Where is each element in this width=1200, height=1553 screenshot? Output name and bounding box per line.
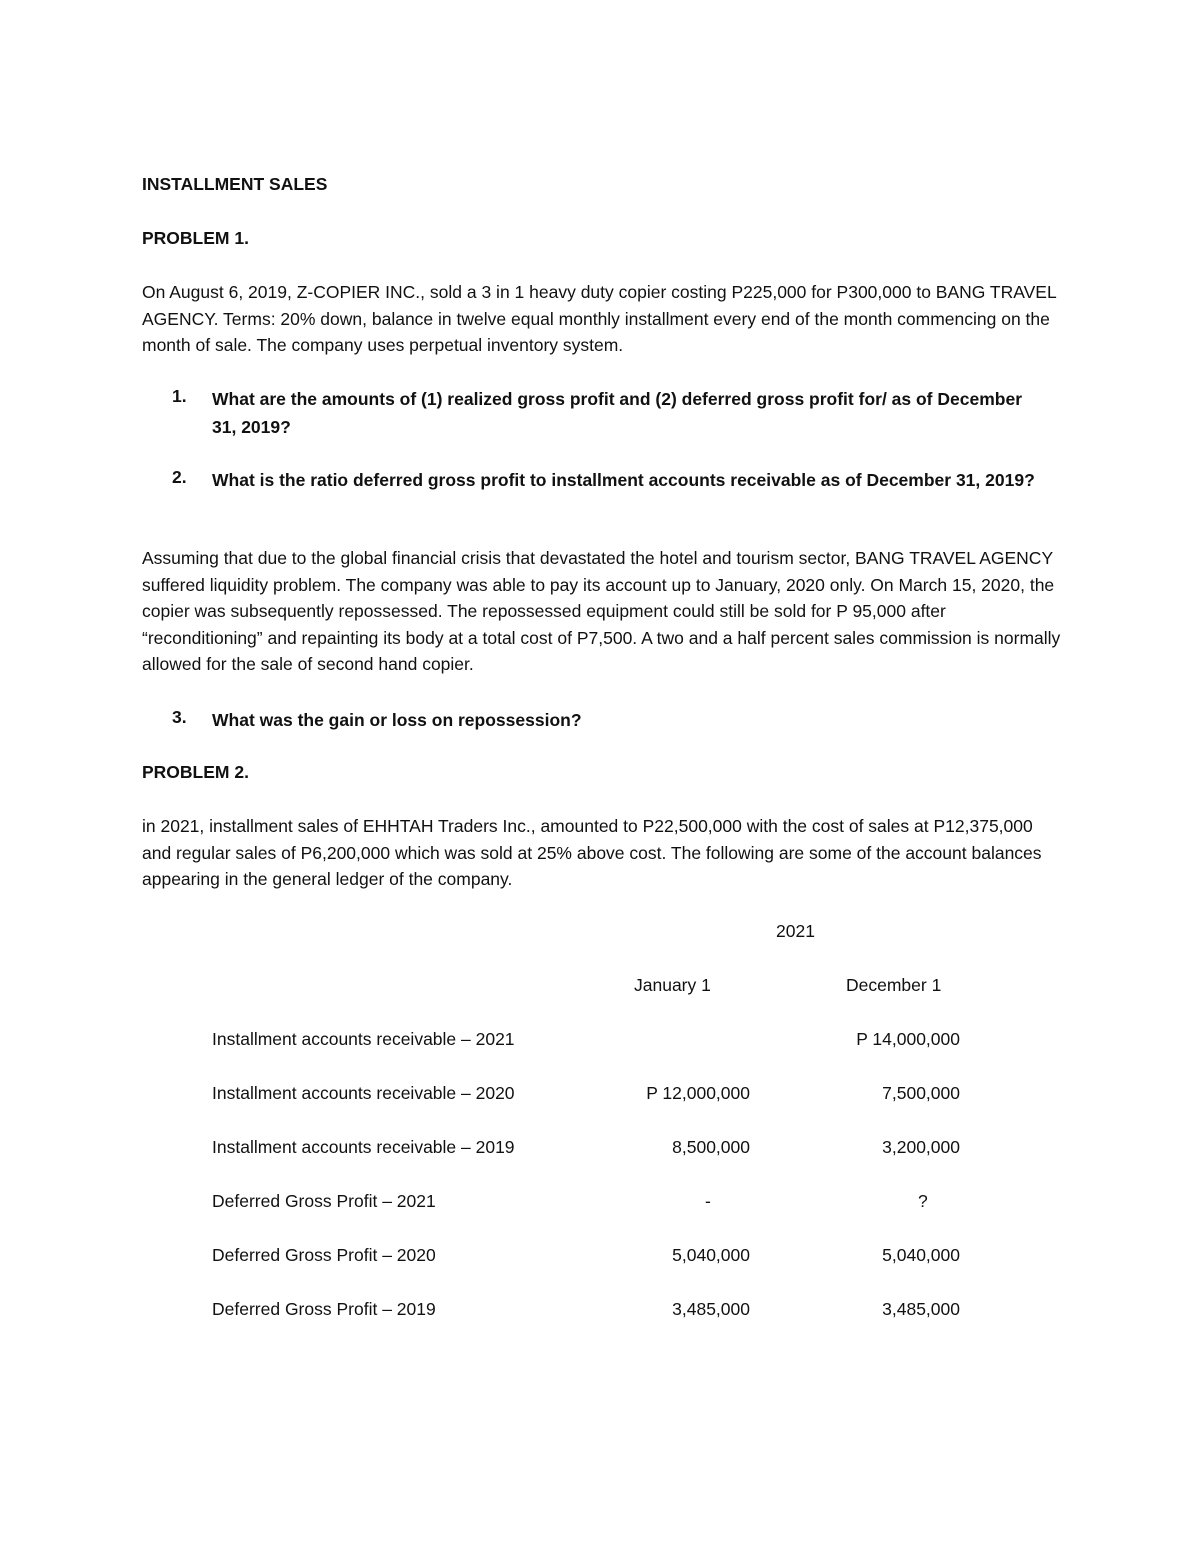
row-january-value: 3,485,000 bbox=[672, 1299, 750, 1319]
row-january-value: P 12,000,000 bbox=[646, 1083, 750, 1103]
row-december-value: P 14,000,000 bbox=[856, 1029, 960, 1049]
table-year-header: 2021 bbox=[776, 921, 815, 941]
problem-1-scenario: Assuming that due to the global financial crisis that devastated the hotel and tourism sector, BANG TRAVEL AGENCY suffered liquidity problem. The company was able to pay its account up to January, 2020 only. On March 15, 2020, the copier was subsequently repossessed. The repossessed equipment could still be sold for P 95,000 after “reconditioning” and repainting its body at a total cost of P7,500. A two and a half percent sales commission is normally allowed for the sale of second hand copier. bbox=[142, 548, 1061, 674]
problem-2-heading: PROBLEM 2. bbox=[142, 762, 249, 782]
problem-1-heading: PROBLEM 1. bbox=[142, 228, 249, 248]
row-january-value: - bbox=[705, 1191, 711, 1211]
question-2-text: What is the ratio deferred gross profit to installment accounts receivable as of December 31, 2019? bbox=[212, 470, 1035, 490]
question-1-number: 1. bbox=[172, 386, 187, 406]
row-label: Installment accounts receivable – 2021 bbox=[212, 1029, 515, 1049]
question-1-text: What are the amounts of (1) realized gross profit and (2) deferred gross profit for/ as of December 31, 2019? bbox=[212, 389, 1022, 437]
row-january-value: 5,040,000 bbox=[672, 1245, 750, 1265]
row-january-value: 8,500,000 bbox=[672, 1137, 750, 1157]
table-col-january-1: January 1 bbox=[634, 975, 711, 995]
row-label: Deferred Gross Profit – 2020 bbox=[212, 1245, 436, 1265]
row-december-value: 3,485,000 bbox=[882, 1299, 960, 1319]
question-3-number: 3. bbox=[172, 707, 187, 727]
question-3-text: What was the gain or loss on repossession? bbox=[212, 710, 582, 730]
row-december-value: ? bbox=[918, 1191, 928, 1211]
problem-1-intro: On August 6, 2019, Z-COPIER INC., sold a 3 in 1 heavy duty copier costing P225,000 for P300,000 to BANG TRAVEL AGENCY. Terms: 20% down, balance in twelve equal monthly installment every end of the month commencing on the month of sale. The company uses perpetual inventory system. bbox=[142, 282, 1057, 355]
question-2-number: 2. bbox=[172, 467, 187, 487]
row-label: Installment accounts receivable – 2020 bbox=[212, 1083, 515, 1103]
table-col-december-1: December 1 bbox=[846, 975, 942, 995]
row-label: Deferred Gross Profit – 2021 bbox=[212, 1191, 436, 1211]
row-label: Deferred Gross Profit – 2019 bbox=[212, 1299, 436, 1319]
row-december-value: 3,200,000 bbox=[882, 1137, 960, 1157]
row-label: Installment accounts receivable – 2019 bbox=[212, 1137, 515, 1157]
problem-2-intro: in 2021, installment sales of EHHTAH Traders Inc., amounted to P22,500,000 with the cost of sales at P12,375,000 and regular sales of P6,200,000 which was sold at 25% above cost. The following are some of the account balances appearing in the general ledger of the company. bbox=[142, 816, 1042, 889]
row-december-value: 5,040,000 bbox=[882, 1245, 960, 1265]
document-title: INSTALLMENT SALES bbox=[142, 174, 328, 194]
row-december-value: 7,500,000 bbox=[882, 1083, 960, 1103]
